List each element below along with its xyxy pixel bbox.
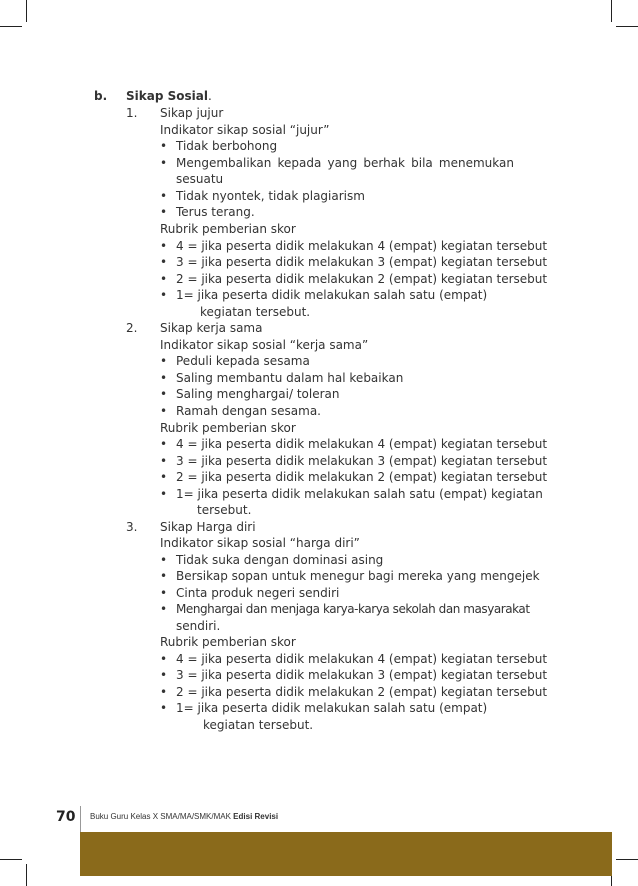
item-1-indicator: Indikator sikap sosial “jujur” xyxy=(160,123,330,137)
footer-separator xyxy=(80,806,81,832)
item-3-rubric-line: 4 = jika peserta didik melakukan 4 (empat) kegiatan tersebut xyxy=(176,652,548,666)
bullet-glyph: • xyxy=(160,586,168,600)
bullet-glyph: • xyxy=(160,701,168,715)
bullet-glyph: • xyxy=(160,272,168,286)
item-2-rubric-line: 3 = jika peserta didik melakukan 3 (empat) kegiatan tersebut xyxy=(176,454,548,468)
item-1-number: 1. xyxy=(126,106,138,120)
bullet-glyph: • xyxy=(160,354,168,368)
item-3-rubric-line-cont: kegiatan tersebut. xyxy=(203,718,314,732)
bullet-glyph: • xyxy=(160,437,168,451)
bullet-glyph: • xyxy=(160,156,168,170)
item-1-rubric-line: 3 = jika peserta didik melakukan 3 (empat) kegiatan tersebut xyxy=(176,255,548,269)
section-title xyxy=(126,88,212,105)
item-2-indicator-bullet: Peduli kepada sesama xyxy=(176,354,310,368)
bullet-glyph: • xyxy=(160,205,168,219)
item-3-rubric-title: Rubrik pemberian skor xyxy=(160,635,296,649)
item-3-indicator-bullet: Tidak suka dengan dominasi asing xyxy=(176,553,384,567)
item-1-indicator-bullet: Terus terang. xyxy=(176,205,255,219)
item-2-title: Sikap kerja sama xyxy=(160,321,263,335)
bullet-glyph: • xyxy=(160,602,168,616)
bullet-glyph: • xyxy=(160,288,168,302)
section-letter: b. xyxy=(94,89,108,103)
bullet-glyph: • xyxy=(160,668,168,682)
item-2-rubric-line-cont: tersebut. xyxy=(197,503,252,517)
bullet-glyph: • xyxy=(160,239,168,253)
item-1-title: Sikap jujur xyxy=(160,106,224,120)
item-2-indicator: Indikator sikap sosial “kerja sama” xyxy=(160,338,369,352)
footer-edition: Edisi Revisi xyxy=(233,812,279,821)
item-3-rubric-line: 2 = jika peserta didik melakukan 2 (empat) kegiatan tersebut xyxy=(176,685,548,699)
item-1-rubric-line: 4 = jika peserta didik melakukan 4 (empat) kegiatan tersebut xyxy=(176,239,548,253)
item-1-rubric-line: 2 = jika peserta didik melakukan 2 (empat) kegiatan tersebut xyxy=(176,272,548,286)
bullet-glyph: • xyxy=(160,652,168,666)
item-2-rubric-line: 2 = jika peserta didik melakukan 2 (empat) kegiatan tersebut xyxy=(176,470,548,484)
footer-color-band xyxy=(80,832,612,876)
item-1-indicator-bullet: Tidak berbohong xyxy=(176,139,278,153)
item-2-rubric-line: 4 = jika peserta didik melakukan 4 (empat) kegiatan tersebut xyxy=(176,437,548,451)
section-title-suffix: . xyxy=(207,89,212,103)
item-1-rubric-line-cont: kegiatan tersebut. xyxy=(200,305,311,319)
item-1-rubric-title: Rubrik pemberian skor xyxy=(160,222,296,236)
bullet-glyph: • xyxy=(160,139,168,153)
footer-book-title xyxy=(90,812,278,821)
bullet-glyph: • xyxy=(160,685,168,699)
item-2-rubric-line: 1= jika peserta didik melakukan salah satu (empat) kegiatan xyxy=(176,487,543,501)
item-2-number: 2. xyxy=(126,321,138,335)
bullet-glyph: • xyxy=(160,404,168,418)
item-1-indicator-bullet-cont: sesuatu xyxy=(176,172,224,186)
bullet-glyph: • xyxy=(160,470,168,484)
item-3-number: 3. xyxy=(126,520,138,534)
item-1-indicator-bullet: Mengembalikan kepada yang berhak bila menemukan xyxy=(176,156,514,170)
item-3-indicator: Indikator sikap sosial “harga diri” xyxy=(160,536,360,550)
item-2-rubric-title: Rubrik pemberian skor xyxy=(160,421,296,435)
item-3-indicator-bullet: Bersikap sopan untuk menegur bagi mereka yang mengejek xyxy=(176,569,540,583)
section-title-text: Sikap Sosial xyxy=(126,89,208,103)
item-3-indicator-bullet: Cinta produk negeri sendiri xyxy=(176,586,340,600)
footer-book-title-text: Buku Guru Kelas X SMA/MA/SMK/MAK xyxy=(90,812,231,821)
bullet-glyph: • xyxy=(160,387,168,401)
bullet-glyph: • xyxy=(160,487,168,501)
item-1-rubric-line: 1= jika peserta didik melakukan salah satu (empat) xyxy=(176,288,488,302)
item-3-title: Sikap Harga diri xyxy=(160,520,256,534)
bullet-glyph: • xyxy=(160,255,168,269)
item-1-indicator-bullet: Tidak nyontek, tidak plagiarism xyxy=(176,189,365,203)
item-3-indicator-bullet: Menghargai dan menjaga karya-karya sekolah dan masyarakat xyxy=(176,602,530,616)
item-2-indicator-bullet: Saling menghargai/ toleran xyxy=(176,387,340,401)
item-3-indicator-bullet-cont: sendiri. xyxy=(176,619,221,633)
bullet-glyph: • xyxy=(160,371,168,385)
bullet-glyph: • xyxy=(160,569,168,583)
item-2-indicator-bullet: Saling membantu dalam hal kebaikan xyxy=(176,371,404,385)
item-2-indicator-bullet: Ramah dengan sesama. xyxy=(176,404,321,418)
item-3-rubric-line: 3 = jika peserta didik melakukan 3 (empat) kegiatan tersebut xyxy=(176,668,548,682)
bullet-glyph: • xyxy=(160,553,168,567)
bullet-glyph: • xyxy=(160,189,168,203)
bullet-glyph: • xyxy=(160,454,168,468)
item-3-rubric-line: 1= jika peserta didik melakukan salah satu (empat) xyxy=(176,701,488,715)
page-number: 70 xyxy=(56,809,76,825)
